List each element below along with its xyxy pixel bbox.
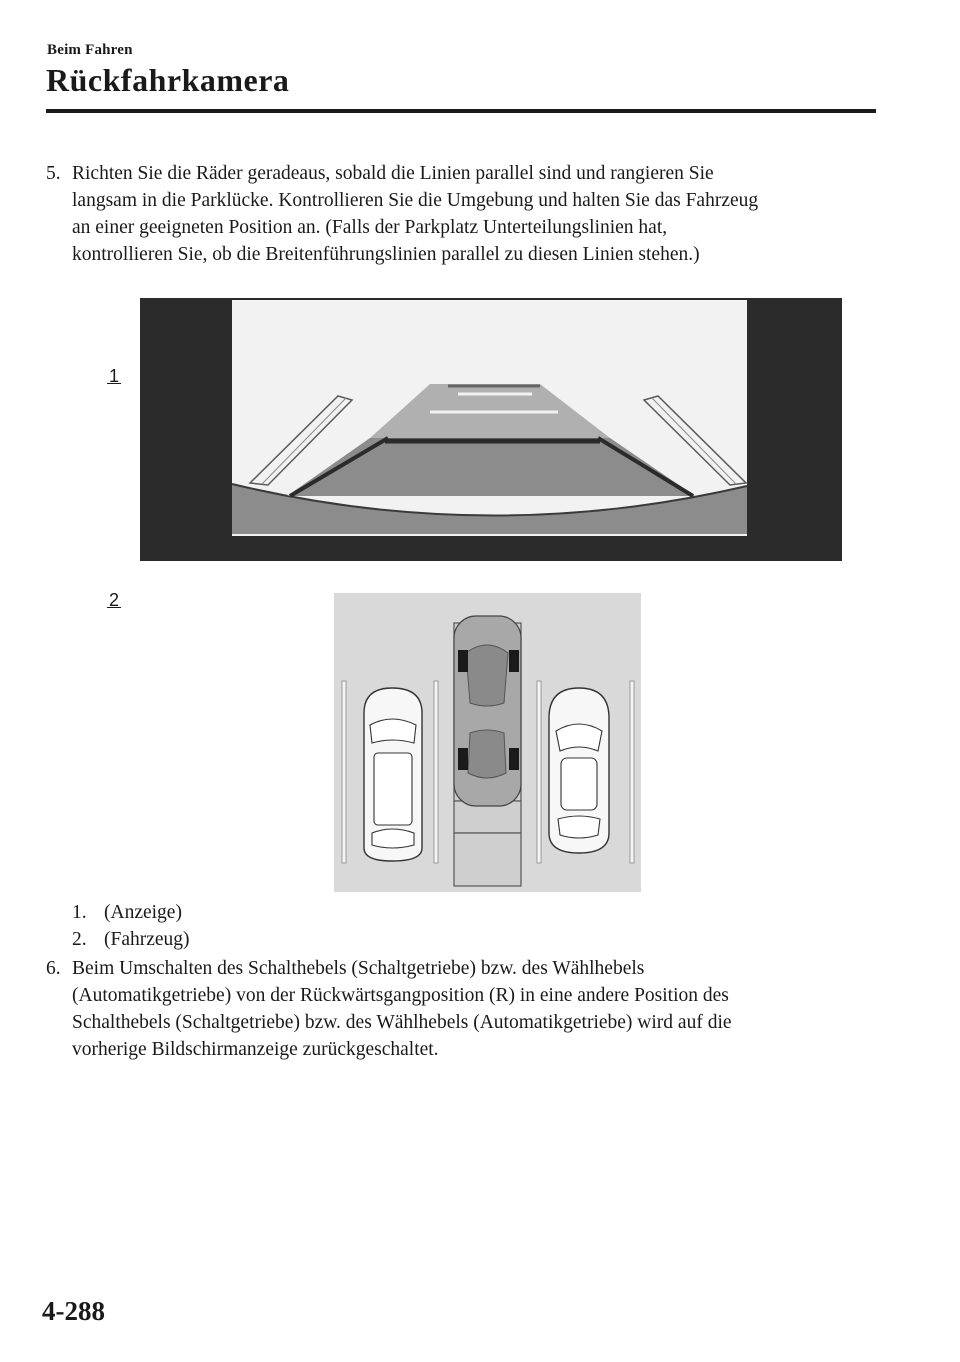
step-line: kontrollieren Sie, ob die Breitenführungslinien parallel zu diesen Linien stehen.) <box>72 244 700 265</box>
section-label: Beim Fahren <box>47 42 133 58</box>
callout-2: 2 <box>106 590 122 611</box>
parked-car-left <box>364 688 422 861</box>
parking-line <box>434 681 438 863</box>
page-title: Rückfahrkamera <box>46 62 290 98</box>
step-line: (Automatikgetriebe) von der Rückwärtsgangposition (R) in eine andere Position des <box>72 985 729 1006</box>
legend-item-2: 2. (Fahrzeug) <box>72 929 190 950</box>
step-number: 5. <box>46 163 61 184</box>
step-line: Beim Umschalten des Schalthebels (Schaltgetriebe) bzw. des Wählhebels <box>72 958 645 979</box>
parked-car-right <box>549 688 609 853</box>
step-line: vorherige Bildschirmanzeige zurückgeschaltet. <box>72 1039 439 1060</box>
title-divider <box>46 109 876 113</box>
own-vehicle <box>454 616 521 806</box>
step-text <box>72 160 876 268</box>
step-5 <box>46 160 876 268</box>
step-line: an einer geeigneten Position an. (Falls der Parkplatz Unterteilungslinien hat, <box>72 217 668 238</box>
rear-camera-display <box>140 298 842 561</box>
step-6 <box>46 955 876 1063</box>
callout-1: 1 <box>106 366 122 387</box>
parking-line <box>537 681 541 863</box>
step-text <box>72 955 876 1063</box>
legend-item-1: 1. (Anzeige) <box>72 902 182 923</box>
step-line: langsam in die Parklücke. Kontrollieren Sie die Umgebung und halten Sie das Fahrzeug <box>72 190 759 211</box>
step-number: 6. <box>46 958 61 979</box>
page-number: 4-288 <box>42 1296 105 1326</box>
step-line: Schalthebels (Schaltgetriebe) bzw. des Wählhebels (Automatikgetriebe) wird auf die <box>72 1012 732 1033</box>
parking-line <box>342 681 346 863</box>
parking-line <box>630 681 634 863</box>
step-line: Richten Sie die Räder geradeaus, sobald die Linien parallel sind und rangieren Sie <box>72 163 714 184</box>
parking-diagram <box>334 593 641 892</box>
